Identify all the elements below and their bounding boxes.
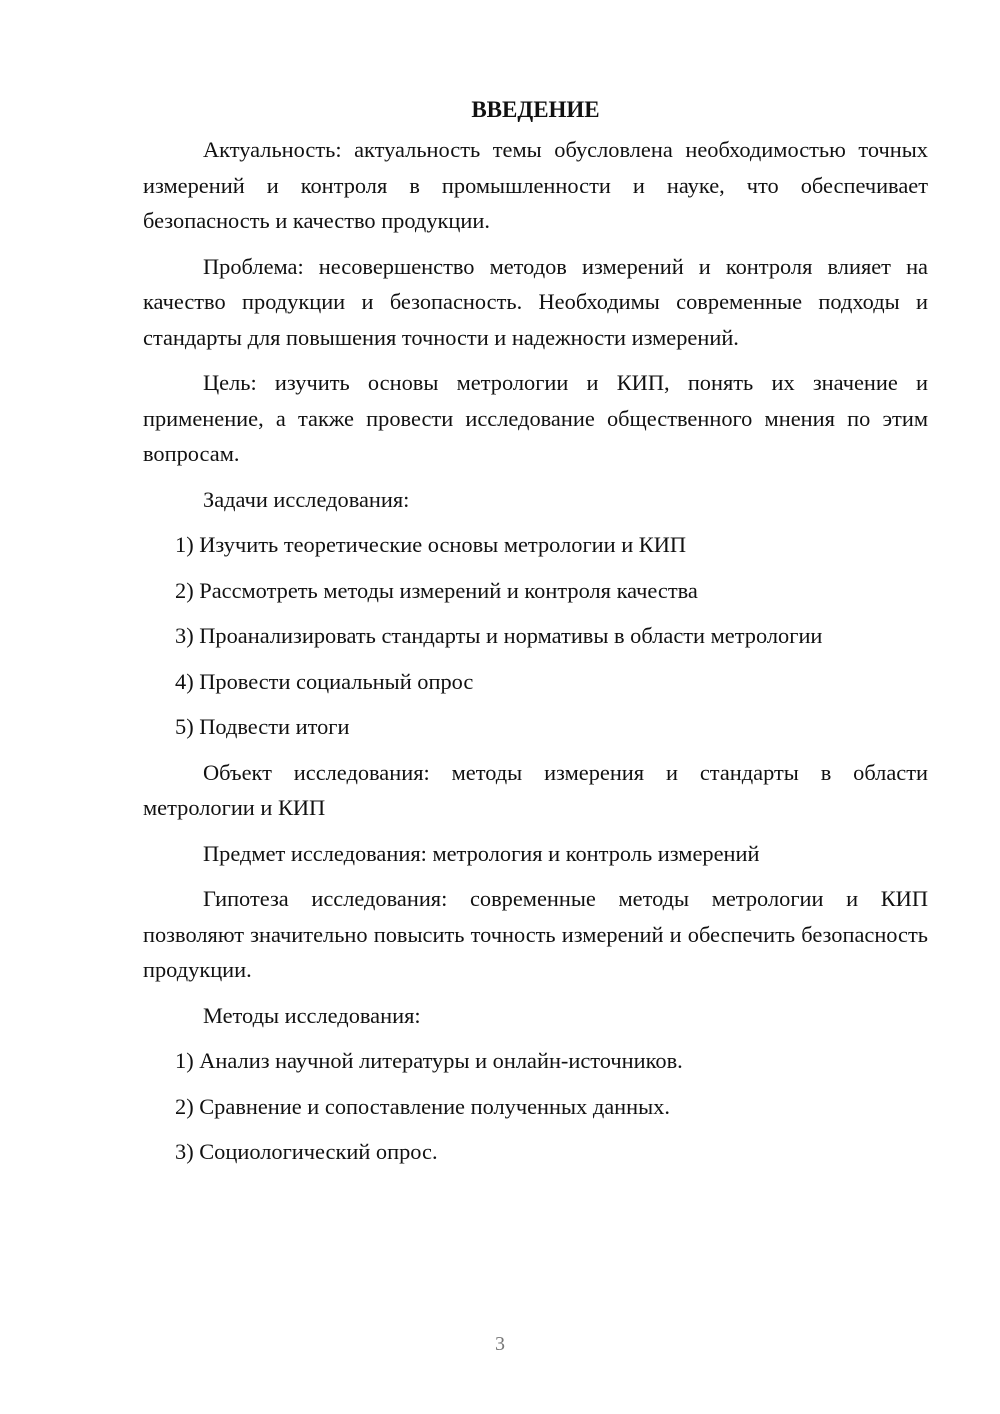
paragraph-object: Объект исследования: методы измерения и стандарты в области метрологии и КИП (143, 759, 928, 820)
document-page (143, 92, 928, 1180)
list-item: 2) Сравнение и сопоставление полученных данных. (175, 1093, 670, 1119)
list-item: 5) Подвести итоги (175, 714, 350, 739)
list-item: 3) Проанализировать стандарты и нормативы в области метрологии (175, 623, 823, 648)
page-number: 3 (495, 1333, 505, 1355)
list-item: 3) Социологический опрос. (175, 1139, 438, 1164)
list-item: 4) Провести социальный опрос (175, 668, 474, 694)
list-item: 1) Анализ научной литературы и онлайн-источников. (175, 1048, 683, 1073)
page-title: ВВЕДЕНИЕ (471, 97, 600, 122)
methods-list (143, 1043, 928, 1170)
paragraph-subject: Предмет исследования: метрология и контроль измерений (203, 840, 760, 866)
methods-heading: Методы исследования: (203, 1002, 421, 1028)
list-item: 1) Изучить теоретические основы метрологии и КИП (175, 532, 687, 557)
list-item: 2) Рассмотреть методы измерений и контроля качества (175, 577, 698, 603)
paragraph-relevance: Актуальность: актуальность темы обусловлена необходимостью точных измерений и контроля в промышленности и науке, что обеспечивает безопасность и качество продукции. (143, 137, 928, 233)
tasks-heading: Задачи исследования: (203, 486, 410, 512)
tasks-list (143, 527, 928, 745)
paragraph-goal: Цель: изучить основы метрологии и КИП, понять их значение и применение, а также провести исследование общественного мнения по этим вопросам. (143, 370, 928, 466)
paragraph-hypothesis: Гипотеза исследования: современные методы метрологии и КИП позволяют значительно повысить точность измерений и обеспечить безопасность продукции. (143, 886, 928, 982)
paragraph-problem: Проблема: несовершенство методов измерений и контроля влияет на качество продукции и безопасность. Необходимы современные подходы и стандарты для повышения точности и надежности измерений. (143, 253, 928, 350)
